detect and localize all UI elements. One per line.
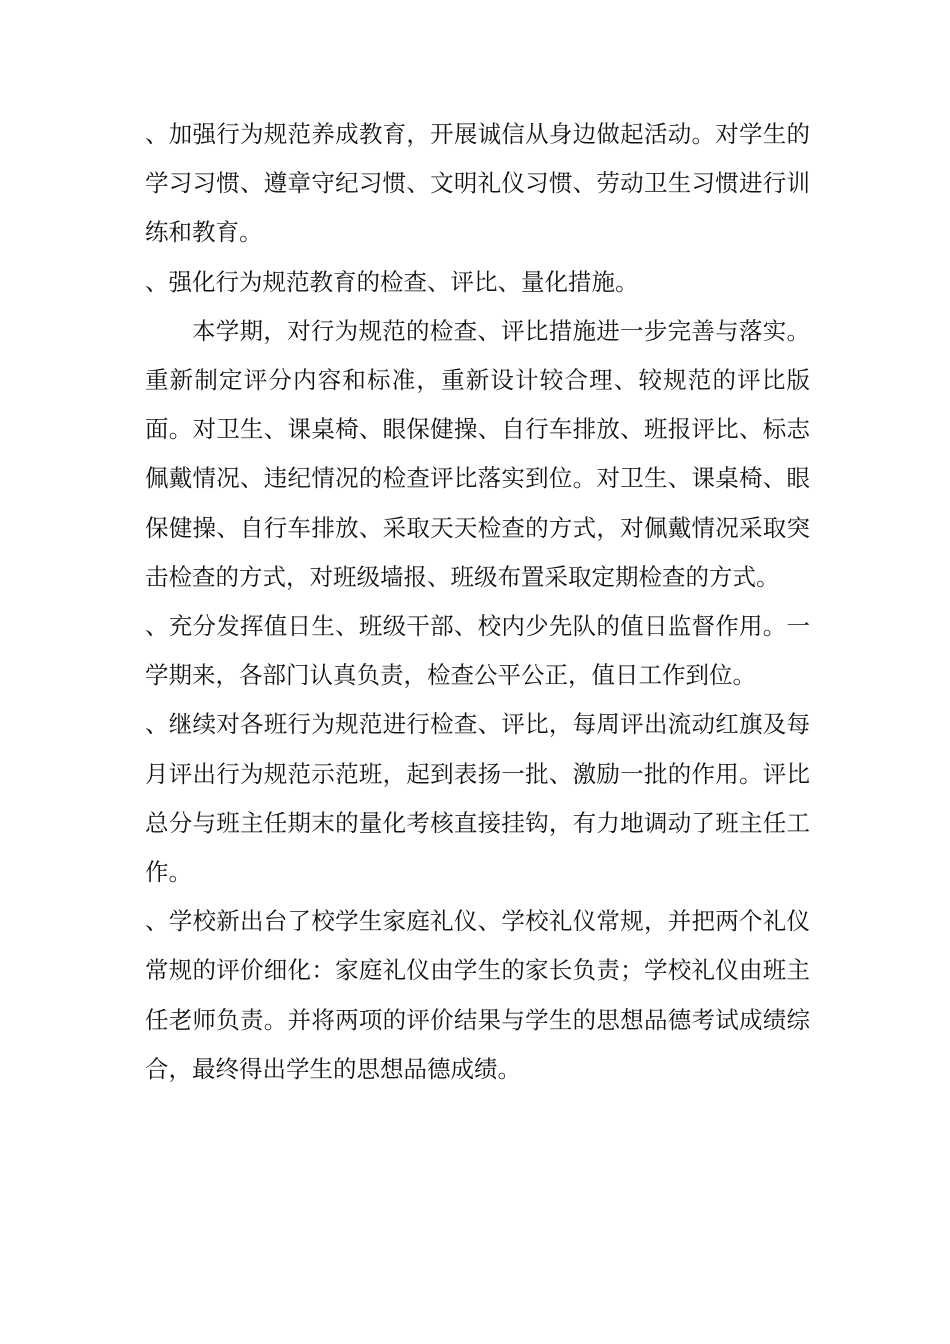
paragraph-class-evaluation: 、继续对各班行为规范进行检查、评比，每周评出流动红旗及每月评出行为规范示范班，起到表扬一批、激励一批的作用。评比总分与班主任期末的量化考核直接挂钩，有力地调动了班主任工作。	[145, 710, 810, 887]
paragraph-inspection-measures: 、强化行为规范教育的检查、评比、量化措施。	[145, 267, 639, 296]
paragraph-duty-supervision: 、充分发挥值日生、班级干部、校内少先队的值日监督作用。一学期来，各部门认真负责，检查公平公正，值日工作到位。	[145, 612, 810, 690]
document-body	[145, 110, 810, 1094]
paragraph-etiquette-rules: 、学校新出台了校学生家庭礼仪、学校礼仪常规，并把两个礼仪常规的评价细化：家庭礼仪由学生的家长负责；学校礼仪由班主任老师负责。并将两项的评价结果与学生的思想品德考试成绩综合，最终得出学生的思想品德成绩。	[145, 907, 810, 1083]
paragraph-semester-inspection: 本学期，对行为规范的检查、评比措施进一步完善与落实。重新制定评分内容和标准，重新设计较合理、较规范的评比版面。对卫生、课桌椅、眼保健操、自行车排放、班报评比、标志佩戴情况、违纪情况的检查评比落实到位。对卫生、课桌椅、眼保健操、自行车排放、采取天天检查的方式，对佩戴情况采取突击检查的方式，对班级墙报、班级布置采取定期检查的方式。	[145, 316, 810, 591]
paragraph-behavior-education: 、加强行为规范养成教育，开展诚信从身边做起活动。对学生的学习习惯、遵章守纪习惯、文明礼仪习惯、劳动卫生习惯进行训练和教育。	[145, 120, 810, 247]
